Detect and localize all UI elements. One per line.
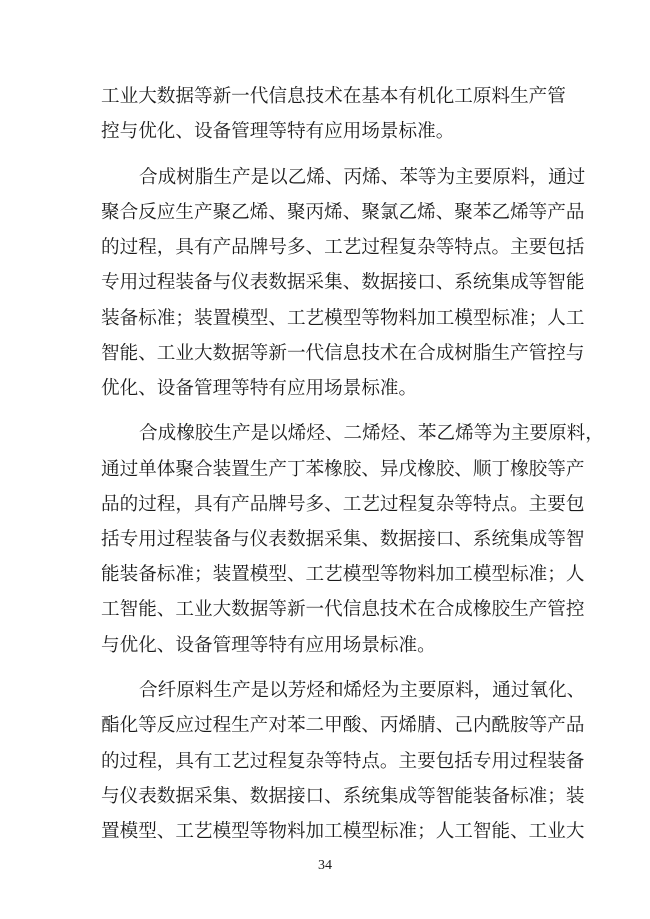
paragraph-continued xyxy=(101,79,566,149)
text-line: 与优化、设备管理等特有应用场景标准。 xyxy=(101,634,436,656)
text-line: 控与优化、设备管理等特有应用场景标准。 xyxy=(101,121,455,143)
text-line: 智能、工业大数据等新一代信息技术在合成树脂生产管控与 xyxy=(101,342,585,364)
page-number: 34 xyxy=(318,858,332,873)
text-line: 工业大数据等新一代信息技术在基本有机化工原料生产管 xyxy=(101,86,566,107)
text-line: 能装备标准；装置模型、工艺模型等物料加工模型标准；人 xyxy=(101,564,585,586)
text-line: 括专用过程装备与仪表数据采集、数据接口、系统集成等智 xyxy=(101,529,585,551)
text-line: 的过程，具有产品牌号多、工艺过程复杂等特点。主要包括 xyxy=(101,237,585,259)
text-line: 专用过程装备与仪表数据采集、数据接口、系统集成等智能 xyxy=(101,272,585,294)
text-line: 置模型、工艺模型等物料加工模型标准；人工智能、工业大 xyxy=(101,820,585,842)
text-line: 酯化等反应过程生产对苯二甲酸、丙烯腈、己内酰胺等产品 xyxy=(101,715,585,737)
text-line: 合纤原料生产是以芳烃和烯烃为主要原料，通过氧化、 xyxy=(139,680,586,702)
text-line: 聚合反应生产聚乙烯、聚丙烯、聚氯乙烯、聚苯乙烯等产品 xyxy=(101,201,585,223)
text-line: 优化、设备管理等特有应用场景标准。 xyxy=(101,377,418,399)
paragraph-synthetic-resin xyxy=(101,160,586,406)
text-line: 通过单体聚合装置生产丁苯橡胶、异戊橡胶、顺丁橡胶等产 xyxy=(101,458,585,480)
text-line: 合成树脂生产是以乙烯、丙烯、苯等为主要原料，通过 xyxy=(139,166,586,188)
text-line: 工智能、工业大数据等新一代信息技术在合成橡胶生产管控 xyxy=(101,599,585,621)
text-line: 的过程，具有工艺过程复杂等特点。主要包括专用过程装备 xyxy=(101,750,585,772)
text-line: 装备标准；装置模型、工艺模型等物料加工模型标准；人工 xyxy=(101,307,585,329)
text-line: 品的过程，具有产品牌号多、工艺过程复杂等特点。主要包 xyxy=(101,493,585,515)
paragraph-synthetic-fiber-raw-materials xyxy=(101,673,586,849)
text-line: 与仪表数据采集、数据接口、系统集成等智能装备标准；装 xyxy=(101,785,585,807)
text-line: 合成橡胶生产是以烯烃、二烯烃、苯乙烯等为主要原料， xyxy=(139,423,604,445)
paragraph-synthetic-rubber xyxy=(101,416,604,662)
body-text xyxy=(101,79,604,849)
